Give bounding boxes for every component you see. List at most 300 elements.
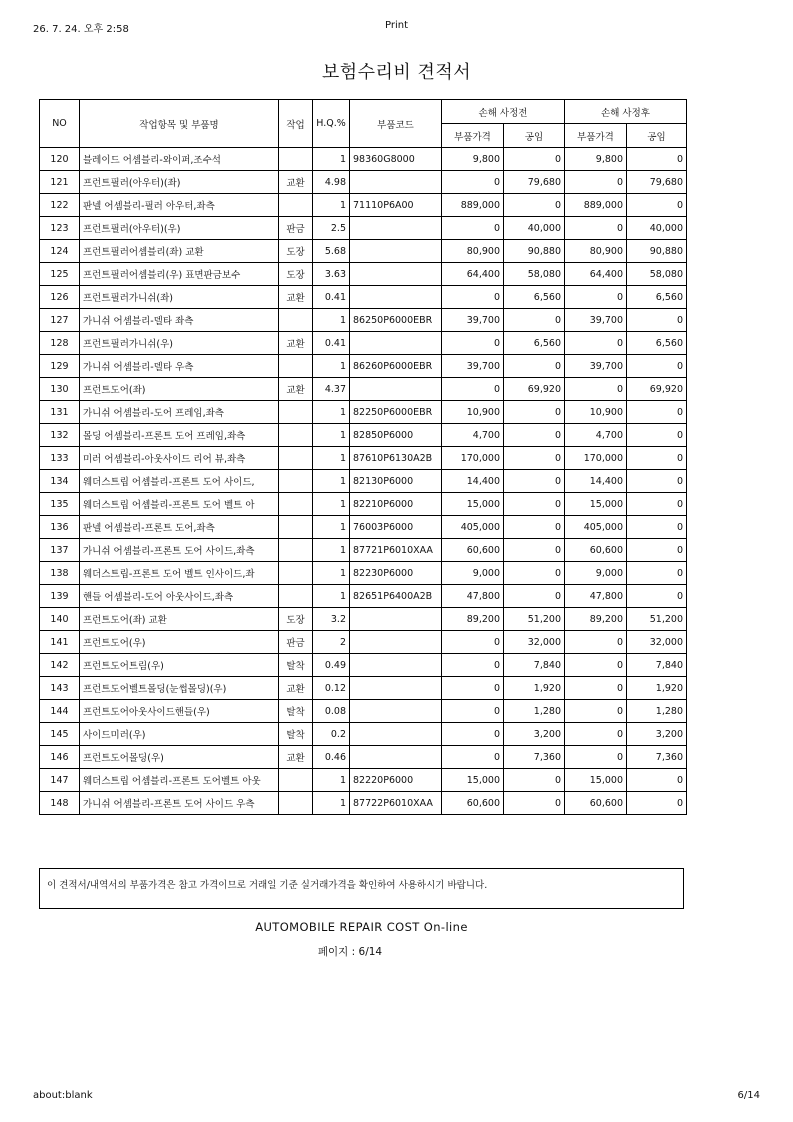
cell-no: 137: [40, 539, 80, 562]
cell-no: 144: [40, 700, 80, 723]
cell-part-price-after: 0: [565, 217, 627, 240]
cell-part-price-before: 9,800: [442, 148, 504, 171]
table-row: [40, 631, 687, 654]
header-part-price-before: 부품가격: [442, 124, 504, 148]
table-row: [40, 700, 687, 723]
cell-no: 135: [40, 493, 80, 516]
cell-hq: 1: [313, 447, 350, 470]
cell-code: 86260P6000EBR: [350, 355, 442, 378]
cell-hq: 1: [313, 470, 350, 493]
cell-part-price-before: 60,600: [442, 792, 504, 815]
table-header: [40, 100, 687, 148]
table-row: [40, 286, 687, 309]
cell-labor-before: 58,080: [504, 263, 565, 286]
cell-part-price-before: 0: [442, 332, 504, 355]
table-row: [40, 470, 687, 493]
cell-work: 도장: [279, 608, 313, 631]
cell-hq: 1: [313, 769, 350, 792]
cell-part-price-before: 9,000: [442, 562, 504, 585]
cell-part-price-before: 47,800: [442, 585, 504, 608]
cell-part-price-before: 60,600: [442, 539, 504, 562]
cell-part-price-after: 0: [565, 746, 627, 769]
cell-labor-after: 0: [627, 539, 687, 562]
cell-labor-before: 0: [504, 309, 565, 332]
cell-hq: 0.41: [313, 332, 350, 355]
cell-labor-before: 0: [504, 516, 565, 539]
cell-work: [279, 148, 313, 171]
table-row: [40, 171, 687, 194]
cell-labor-before: 0: [504, 792, 565, 815]
cell-labor-after: 0: [627, 493, 687, 516]
cell-part-price-before: 4,700: [442, 424, 504, 447]
cell-code: [350, 654, 442, 677]
header-before: 손해 사정전: [442, 100, 565, 124]
cell-labor-after: 79,680: [627, 171, 687, 194]
table-row: [40, 769, 687, 792]
header-part-price-after: 부품가격: [565, 124, 627, 148]
cell-labor-before: 0: [504, 539, 565, 562]
cell-work: 판금: [279, 631, 313, 654]
cell-code: [350, 286, 442, 309]
cell-code: [350, 263, 442, 286]
cell-part-price-after: 10,900: [565, 401, 627, 424]
cell-code: 98360G8000: [350, 148, 442, 171]
cell-part-price-before: 0: [442, 700, 504, 723]
cell-code: [350, 217, 442, 240]
cell-part-price-after: 60,600: [565, 539, 627, 562]
cell-work: [279, 562, 313, 585]
cell-labor-after: 0: [627, 194, 687, 217]
cell-item: 프런트필러어셈블리(좌) 교환: [80, 240, 279, 263]
cell-labor-before: 0: [504, 585, 565, 608]
cell-work: 교환: [279, 171, 313, 194]
table-row: [40, 539, 687, 562]
cell-code: 82130P6000: [350, 470, 442, 493]
cell-labor-before: 40,000: [504, 217, 565, 240]
header-labor-before: 공임: [504, 124, 565, 148]
cell-work: 판금: [279, 217, 313, 240]
cell-labor-before: 1,280: [504, 700, 565, 723]
cell-hq: 0.12: [313, 677, 350, 700]
cell-labor-before: 0: [504, 769, 565, 792]
cell-hq: 2: [313, 631, 350, 654]
cell-part-price-before: 405,000: [442, 516, 504, 539]
cell-part-price-before: 0: [442, 631, 504, 654]
cell-labor-before: 51,200: [504, 608, 565, 631]
cell-code: [350, 631, 442, 654]
cell-no: 146: [40, 746, 80, 769]
cell-part-price-before: 0: [442, 677, 504, 700]
cell-part-price-after: 0: [565, 332, 627, 355]
cell-work: [279, 470, 313, 493]
cell-no: 127: [40, 309, 80, 332]
cell-work: [279, 539, 313, 562]
cell-code: [350, 332, 442, 355]
cell-work: 탈착: [279, 654, 313, 677]
cell-work: [279, 585, 313, 608]
cell-labor-after: 6,560: [627, 332, 687, 355]
cell-labor-after: 0: [627, 355, 687, 378]
cell-code: [350, 171, 442, 194]
cell-item: 프런트도어벨트몰딩(눈썹몰딩)(우): [80, 677, 279, 700]
cell-work: 탈착: [279, 700, 313, 723]
cell-part-price-before: 0: [442, 746, 504, 769]
cell-part-price-after: 15,000: [565, 493, 627, 516]
cell-item: 프런트필러(아우터)(좌): [80, 171, 279, 194]
cell-code: 82250P6000EBR: [350, 401, 442, 424]
cell-labor-after: 58,080: [627, 263, 687, 286]
cell-labor-after: 0: [627, 769, 687, 792]
table-row: [40, 401, 687, 424]
cell-work: [279, 493, 313, 516]
cell-hq: 1: [313, 355, 350, 378]
cell-labor-before: 0: [504, 493, 565, 516]
cell-work: [279, 792, 313, 815]
cell-hq: 2.5: [313, 217, 350, 240]
cell-code: 82230P6000: [350, 562, 442, 585]
cell-hq: 0.41: [313, 286, 350, 309]
cell-labor-before: 69,920: [504, 378, 565, 401]
cell-part-price-after: 15,000: [565, 769, 627, 792]
cell-labor-after: 0: [627, 401, 687, 424]
cell-code: [350, 746, 442, 769]
cell-no: 133: [40, 447, 80, 470]
cell-labor-before: 90,880: [504, 240, 565, 263]
cell-work: [279, 447, 313, 470]
cell-no: 143: [40, 677, 80, 700]
cell-item: 프런트도어(우): [80, 631, 279, 654]
cell-labor-after: 40,000: [627, 217, 687, 240]
cell-labor-after: 0: [627, 148, 687, 171]
cell-labor-before: 32,000: [504, 631, 565, 654]
table-row: [40, 516, 687, 539]
cell-part-price-before: 89,200: [442, 608, 504, 631]
cell-code: 76003P6000: [350, 516, 442, 539]
cell-labor-after: 0: [627, 792, 687, 815]
cell-part-price-after: 0: [565, 286, 627, 309]
cell-hq: 0.46: [313, 746, 350, 769]
table-row: [40, 263, 687, 286]
cell-item: 프런트도어몰딩(우): [80, 746, 279, 769]
print-url: about:blank: [33, 1090, 93, 1101]
cell-part-price-before: 170,000: [442, 447, 504, 470]
cell-item: 가니쉬 어셈블리-도어 프레임,좌측: [80, 401, 279, 424]
cell-hq: 1: [313, 516, 350, 539]
table-row: [40, 240, 687, 263]
cell-part-price-after: 889,000: [565, 194, 627, 217]
cell-part-price-after: 14,400: [565, 470, 627, 493]
table-row: [40, 424, 687, 447]
cell-labor-before: 7,360: [504, 746, 565, 769]
cell-item: 판넬 어셈블리-필러 아우터,좌측: [80, 194, 279, 217]
cell-no: 130: [40, 378, 80, 401]
cell-code: [350, 723, 442, 746]
cell-part-price-before: 889,000: [442, 194, 504, 217]
cell-code: [350, 608, 442, 631]
cell-part-price-before: 10,900: [442, 401, 504, 424]
cell-hq: 5.68: [313, 240, 350, 263]
cell-labor-after: 0: [627, 516, 687, 539]
cell-hq: 3.2: [313, 608, 350, 631]
cell-part-price-after: 47,800: [565, 585, 627, 608]
cell-labor-before: 0: [504, 447, 565, 470]
cell-labor-before: 3,200: [504, 723, 565, 746]
cell-labor-before: 0: [504, 194, 565, 217]
cell-work: 교환: [279, 746, 313, 769]
cell-labor-before: 0: [504, 470, 565, 493]
cell-item: 프런트필러어셈블리(우) 표면판금보수: [80, 263, 279, 286]
cell-code: [350, 700, 442, 723]
cell-labor-before: 0: [504, 148, 565, 171]
cell-code: [350, 378, 442, 401]
table-row: [40, 447, 687, 470]
cell-part-price-after: 0: [565, 631, 627, 654]
cell-labor-before: 0: [504, 355, 565, 378]
cell-part-price-before: 39,700: [442, 309, 504, 332]
cell-no: 128: [40, 332, 80, 355]
cell-no: 148: [40, 792, 80, 815]
notice-text: 이 견적서/내역서의 부품가격은 참고 가격이므로 거래일 기준 실거래가격을 확인하여 사용하시기 바랍니다.: [47, 880, 488, 891]
table-row: [40, 585, 687, 608]
cell-part-price-before: 39,700: [442, 355, 504, 378]
table-row: [40, 378, 687, 401]
cell-labor-after: 1,280: [627, 700, 687, 723]
table-row: [40, 355, 687, 378]
cell-work: [279, 769, 313, 792]
cell-item: 웨더스트립-프론트 도어 벨트 인사이드,좌: [80, 562, 279, 585]
cell-labor-after: 3,200: [627, 723, 687, 746]
cell-hq: 1: [313, 309, 350, 332]
table-row: [40, 493, 687, 516]
cell-item: 핸들 어셈블리-도어 아웃사이드,좌측: [80, 585, 279, 608]
table-row: [40, 746, 687, 769]
cell-labor-after: 0: [627, 424, 687, 447]
cell-item: 웨더스트립 어셈블리-프론트 도어 벨트 아: [80, 493, 279, 516]
cell-hq: 0.49: [313, 654, 350, 677]
cell-part-price-before: 15,000: [442, 493, 504, 516]
cell-labor-before: 7,840: [504, 654, 565, 677]
cell-hq: 1: [313, 194, 350, 217]
table-row: [40, 309, 687, 332]
cell-hq: 1: [313, 493, 350, 516]
cell-part-price-before: 14,400: [442, 470, 504, 493]
brand-line: AUTOMOBILE REPAIR COST On-line: [255, 920, 468, 934]
cell-no: 121: [40, 171, 80, 194]
cell-hq: 1: [313, 424, 350, 447]
cell-no: 120: [40, 148, 80, 171]
cell-item: 판넬 어셈블리-프론트 도어,좌측: [80, 516, 279, 539]
cell-part-price-after: 9,000: [565, 562, 627, 585]
estimate-table: [39, 99, 687, 815]
cell-hq: 1: [313, 585, 350, 608]
cell-labor-after: 51,200: [627, 608, 687, 631]
cell-part-price-after: 80,900: [565, 240, 627, 263]
cell-labor-before: 0: [504, 424, 565, 447]
cell-part-price-after: 89,200: [565, 608, 627, 631]
cell-labor-before: 0: [504, 562, 565, 585]
header-code: 부품코드: [350, 100, 442, 148]
cell-work: [279, 401, 313, 424]
cell-item: 프런트도어(좌): [80, 378, 279, 401]
cell-labor-before: 0: [504, 401, 565, 424]
cell-part-price-after: 4,700: [565, 424, 627, 447]
cell-labor-after: 0: [627, 562, 687, 585]
notice-box: [39, 868, 684, 909]
document-title: 보험수리비 견적서: [321, 62, 472, 83]
cell-item: 가니쉬 어셈블리-프론트 도어 사이드,좌측: [80, 539, 279, 562]
cell-hq: 1: [313, 539, 350, 562]
cell-code: 87610P6130A2B: [350, 447, 442, 470]
cell-labor-after: 0: [627, 447, 687, 470]
cell-item: 프런트필러(아우터)(우): [80, 217, 279, 240]
table-body: [40, 148, 687, 815]
cell-labor-before: 79,680: [504, 171, 565, 194]
cell-item: 프런트필러가니쉬(좌): [80, 286, 279, 309]
table-row: [40, 217, 687, 240]
print-datetime: 26. 7. 24. 오후 2:58: [33, 24, 129, 35]
cell-item: 가니쉬 어셈블리-델타 우측: [80, 355, 279, 378]
cell-part-price-after: 0: [565, 378, 627, 401]
cell-no: 139: [40, 585, 80, 608]
cell-no: 124: [40, 240, 80, 263]
cell-no: 126: [40, 286, 80, 309]
cell-work: 교환: [279, 677, 313, 700]
cell-part-price-before: 0: [442, 217, 504, 240]
cell-part-price-before: 0: [442, 378, 504, 401]
cell-part-price-after: 9,800: [565, 148, 627, 171]
cell-part-price-after: 170,000: [565, 447, 627, 470]
cell-hq: 0.2: [313, 723, 350, 746]
cell-labor-after: 1,920: [627, 677, 687, 700]
table-row: [40, 148, 687, 171]
cell-item: 웨더스트립 어셈블리-프론트 도어 사이드,: [80, 470, 279, 493]
cell-item: 프런트도어(좌) 교환: [80, 608, 279, 631]
cell-code: [350, 240, 442, 263]
cell-no: 129: [40, 355, 80, 378]
cell-part-price-after: 60,600: [565, 792, 627, 815]
header-item: 작업항목 및 부품명: [80, 100, 279, 148]
cell-part-price-before: 80,900: [442, 240, 504, 263]
cell-work: [279, 355, 313, 378]
table-row: [40, 608, 687, 631]
cell-part-price-after: 0: [565, 171, 627, 194]
cell-labor-after: 6,560: [627, 286, 687, 309]
cell-part-price-after: 64,400: [565, 263, 627, 286]
cell-item: 사이드미러(우): [80, 723, 279, 746]
cell-item: 프런트필러가니쉬(우): [80, 332, 279, 355]
cell-item: 웨더스트립 어셈블리-프론트 도어벨트 아웃: [80, 769, 279, 792]
cell-work: 교환: [279, 286, 313, 309]
cell-no: 122: [40, 194, 80, 217]
cell-no: 123: [40, 217, 80, 240]
cell-part-price-after: 0: [565, 654, 627, 677]
cell-code: 82220P6000: [350, 769, 442, 792]
cell-part-price-after: 0: [565, 700, 627, 723]
cell-code: [350, 677, 442, 700]
cell-no: 134: [40, 470, 80, 493]
cell-hq: 1: [313, 562, 350, 585]
cell-no: 132: [40, 424, 80, 447]
cell-part-price-before: 64,400: [442, 263, 504, 286]
cell-part-price-after: 39,700: [565, 309, 627, 332]
cell-item: 미러 어셈블리-아웃사이드 리어 뷰,좌측: [80, 447, 279, 470]
cell-part-price-before: 0: [442, 654, 504, 677]
cell-code: 87721P6010XAA: [350, 539, 442, 562]
print-title: Print: [384, 20, 408, 31]
cell-no: 125: [40, 263, 80, 286]
table-row: [40, 194, 687, 217]
cell-work: 도장: [279, 240, 313, 263]
cell-hq: 1: [313, 792, 350, 815]
cell-item: 프런트도어트림(우): [80, 654, 279, 677]
cell-code: 86250P6000EBR: [350, 309, 442, 332]
cell-item: 블레이드 어셈블리-와이퍼,조수석: [80, 148, 279, 171]
cell-labor-before: 1,920: [504, 677, 565, 700]
cell-part-price-before: 0: [442, 286, 504, 309]
cell-hq: 1: [313, 148, 350, 171]
cell-no: 140: [40, 608, 80, 631]
cell-code: 82210P6000: [350, 493, 442, 516]
cell-work: 교환: [279, 332, 313, 355]
cell-part-price-after: 405,000: [565, 516, 627, 539]
cell-code: 87722P6010XAA: [350, 792, 442, 815]
table-row: [40, 332, 687, 355]
cell-part-price-after: 0: [565, 723, 627, 746]
cell-work: 교환: [279, 378, 313, 401]
cell-labor-before: 6,560: [504, 332, 565, 355]
cell-item: 가니쉬 어셈블리-프론트 도어 사이드 우측: [80, 792, 279, 815]
cell-labor-after: 0: [627, 309, 687, 332]
cell-part-price-after: 0: [565, 677, 627, 700]
page-number: 페이지 : 6/14: [317, 946, 383, 958]
cell-labor-after: 69,920: [627, 378, 687, 401]
cell-work: 도장: [279, 263, 313, 286]
header-labor-after: 공임: [627, 124, 687, 148]
cell-item: 가니쉬 어셈블리-델타 좌측: [80, 309, 279, 332]
cell-item: 몰딩 어셈블리-프론트 도어 프레임,좌측: [80, 424, 279, 447]
cell-item: 프런트도어아웃사이드핸들(우): [80, 700, 279, 723]
header-after: 손해 사정후: [565, 100, 687, 124]
cell-no: 131: [40, 401, 80, 424]
cell-labor-after: 7,360: [627, 746, 687, 769]
cell-no: 138: [40, 562, 80, 585]
header-no: NO: [40, 100, 80, 148]
cell-no: 141: [40, 631, 80, 654]
cell-work: [279, 194, 313, 217]
cell-part-price-before: 0: [442, 171, 504, 194]
cell-no: 147: [40, 769, 80, 792]
cell-labor-after: 0: [627, 585, 687, 608]
table-row: [40, 654, 687, 677]
cell-labor-before: 6,560: [504, 286, 565, 309]
cell-work: [279, 309, 313, 332]
table-row: [40, 723, 687, 746]
cell-no: 142: [40, 654, 80, 677]
cell-code: 82850P6000: [350, 424, 442, 447]
cell-no: 136: [40, 516, 80, 539]
cell-labor-after: 90,880: [627, 240, 687, 263]
cell-part-price-before: 0: [442, 723, 504, 746]
cell-part-price-after: 39,700: [565, 355, 627, 378]
cell-hq: 3.63: [313, 263, 350, 286]
cell-hq: 1: [313, 401, 350, 424]
cell-labor-after: 0: [627, 470, 687, 493]
header-work: 작업: [279, 100, 313, 148]
cell-part-price-before: 15,000: [442, 769, 504, 792]
cell-work: 탈착: [279, 723, 313, 746]
table-row: [40, 792, 687, 815]
cell-code: 71110P6A00: [350, 194, 442, 217]
